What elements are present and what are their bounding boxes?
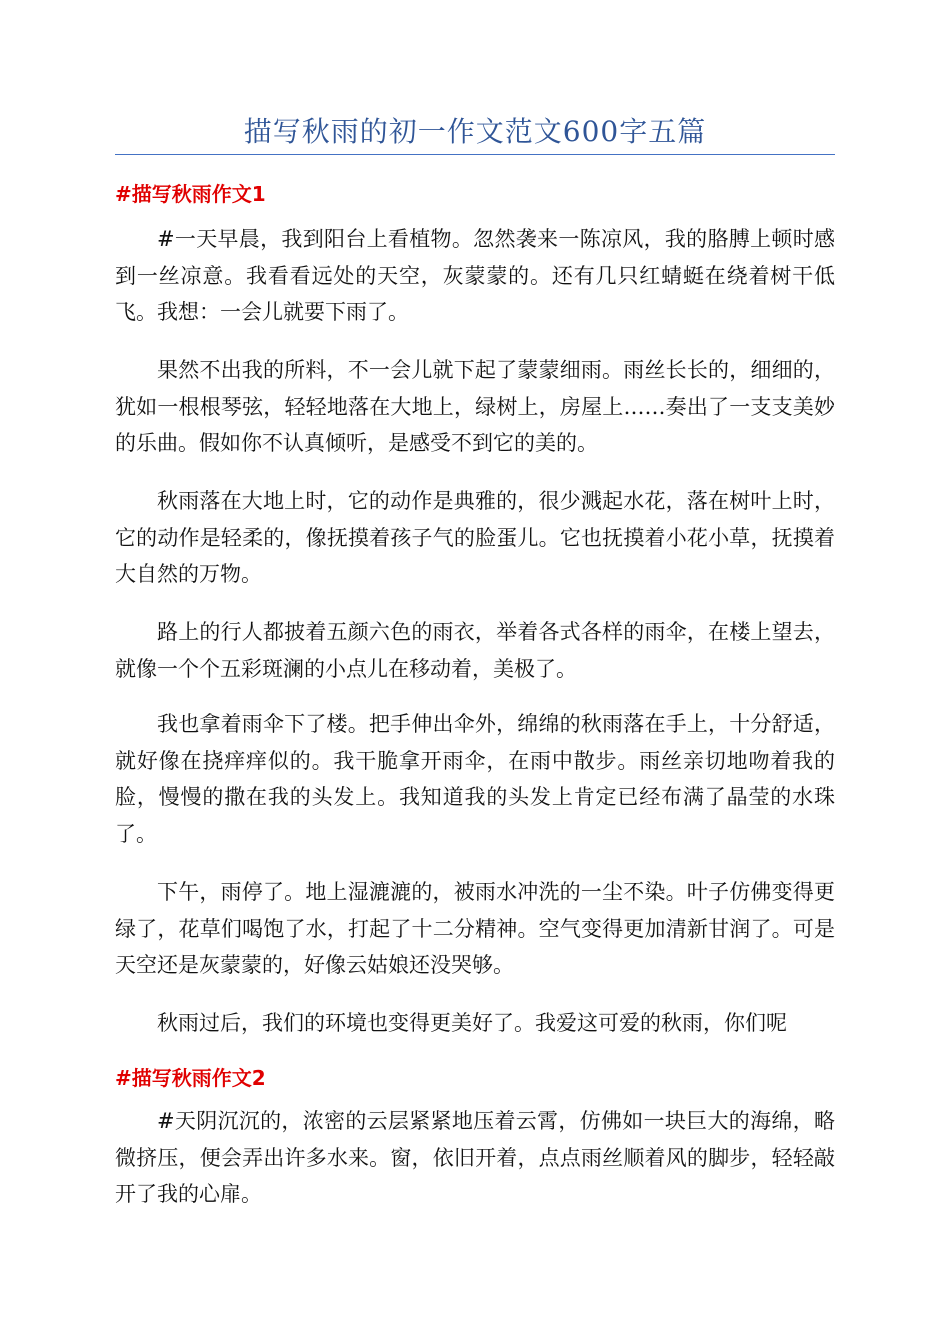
essay-2-heading: #描写秋雨作文2 [115,1066,266,1090]
essay-1-paragraph-1: #一天早晨，我到阳台上看植物。忽然袭来一陈凉风，我的胳膊上顿时感到一丝凉意。我看看远处的天空，灰蒙蒙的。还有几只红蜻蜓在绕着树干低飞。我想：一会儿就要下雨了。 [115,227,835,324]
title-underline [115,154,835,155]
essay-1-paragraph-5: 我也拿着雨伞下了楼。把手伸出伞外，绵绵的秋雨落在手上，十分舒适，就好像在挠痒痒似的。我干脆拿开雨伞，在雨中散步。雨丝亲切地吻着我的脸，慢慢的撒在我的头发上。我知道我的头发上肯定已经布满了晶莹的水珠了。 [115,712,835,846]
essay-1-paragraph-6-block [115,874,835,984]
document-title: 描写秋雨的初一作文范文600字五篇 [243,115,707,148]
essay-1-paragraph-7: 秋雨过后，我们的环境也变得更美好了。我爱这可爱的秋雨，你们呢 [157,1011,787,1035]
essay-1-paragraph-3: 秋雨落在大地上时，它的动作是典雅的，很少溅起水花，落在树叶上时，它的动作是轻柔的，像抚摸着孩子气的脸蛋儿。它也抚摸着小花小草，抚摸着大自然的万物。 [115,489,835,586]
essay-1-paragraph-1-block [115,221,835,331]
essay-1-heading-block [115,180,835,208]
essay-1-paragraph-5-block [115,706,835,852]
essay-1-paragraph-4: 路上的行人都披着五颜六色的雨衣，举着各式各样的雨伞，在楼上望去，就像一个个五彩斑澜的小点儿在移动着，美极了。 [115,620,835,681]
essay-1-paragraph-7-block [115,1005,835,1042]
essay-1-paragraph-6: 下午，雨停了。地上湿漉漉的，被雨水冲洗的一尘不染。叶子仿佛变得更绿了，花草们喝饱了水，打起了十二分精神。空气变得更加清新甘润了。可是天空还是灰蒙蒙的，好像云姑娘还没哭够。 [115,880,835,977]
essay-2-paragraph-1-block [115,1103,835,1213]
essay-1-paragraph-4-block [115,614,835,687]
essay-2-paragraph-1: #天阴沉沉的，浓密的云层紧紧地压着云霄，仿佛如一块巨大的海绵，略微挤压，便会弄出许多水来。窗，依旧开着，点点雨丝顺着风的脚步，轻轻敲开了我的心扉。 [115,1109,835,1206]
essay-1-paragraph-3-block [115,483,835,593]
essay-1-heading: #描写秋雨作文1 [115,182,266,206]
essay-1-paragraph-2-block [115,352,835,462]
essay-2-heading-block [115,1064,835,1092]
essay-1-paragraph-2: 果然不出我的所料，不一会儿就下起了蒙蒙细雨。雨丝长长的，细细的，犹如一根根琴弦，轻轻地落在大地上，绿树上，房屋上……奏出了一支支美妙的乐曲。假如你不认真倾听，是感受不到它的美的。 [115,358,835,455]
